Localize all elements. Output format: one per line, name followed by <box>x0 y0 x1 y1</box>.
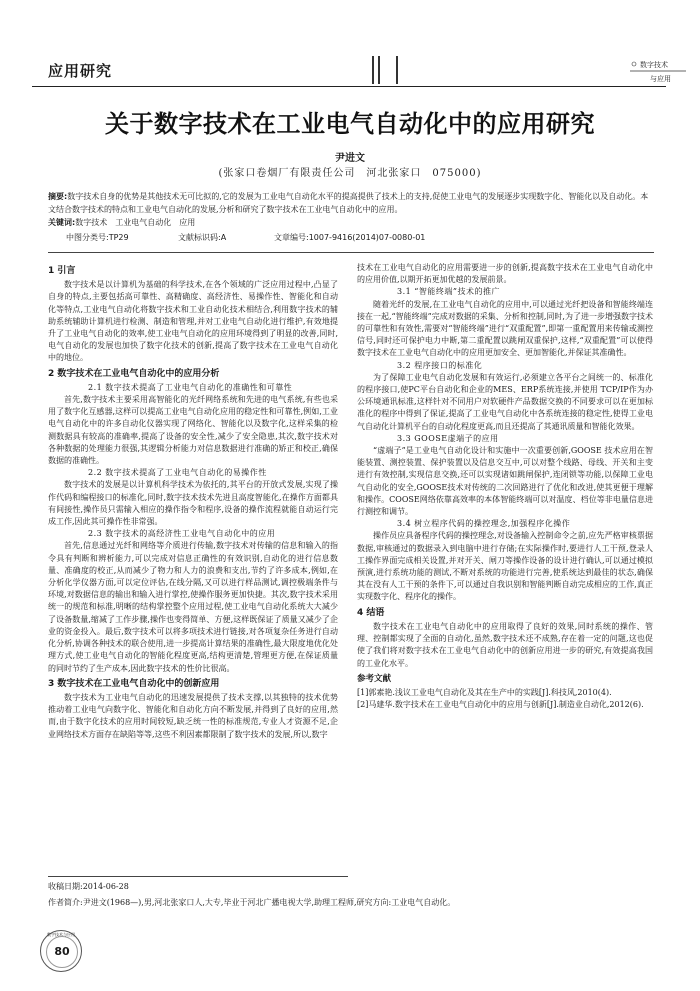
journal-logo <box>628 56 688 86</box>
left-column <box>48 262 338 741</box>
abstract-block <box>48 190 654 229</box>
author-affiliation: (张家口卷烟厂有限责任公司 河北张家口 075000) <box>218 168 482 179</box>
reference-2: [2]马建华.数字技术在工业电气自动化中的应用与创新[J].制造业自动化,2012(6). <box>357 700 644 710</box>
abstract-rule <box>48 252 654 253</box>
subsection-3-2-paragraph: 为了保障工业电气自动化发展和有效运行,必须建立各平台之间统一的、标准化的程序接口,使PC平台自动化和企业的MES、ERP系统连接,并使用 TCP/IP作为办公环境通讯标准,这样针对不同用户对软硬件产品数据交换的不同要求可以在更加标准化的程序中得到了保证,提高了工业电气自动化中各系统连接的稳定性,使得工业电气自动化计算机平台的自动化程度更高,而且还提高了其通讯质量和智能化效果。 <box>357 372 653 431</box>
keywords-text: 数字技术 工业电气自动化 应用 <box>75 218 196 227</box>
continued-paragraph: 技术在工业电气自动化的应用需要进一步的创新,提高数字技术在工业电气自动化中的应用价值,以期开拓更加优越的发展前景。 <box>357 263 653 285</box>
subsection-3-1-paragraph: 随着光纤的发展,在工业电气自动化的应用中,可以通过光纤把设备和智能终端连接在一起,“智能终端”完成对数据的采集、分析和控制,同时,为了进一步增强数字技术的可靠性和有效性,需要对“智能终端”进行“双重配置”,即第一重配置用来传输或测控信号,同时还可保护电力中断,第二重配置以跳闸双重保护,这样,“双重配置”可以使得数字技术在工业电气自动化中的应用更加安全、更加智能化,并保证其准确性。 <box>357 299 653 358</box>
subsection-3-4-paragraph: 操作员应具备程序代码的操控理念,对设备输入控制命令之前,应先严格审核票据数据,审核通过的数据录入到电脑中进行存储;在实际操作时,要进行人工干预,登录人工操作界面完成相关设置,并对开关、闸刀等操作设备的设计进行确认,可以通过模拟预演,进行系统功能的测试,不断对系统的功能进行完善,使系统达到最佳的状态,确保其在没有人工干预的条件下,可以通过自我识别和智能判断自动完成相应的工作,真正实现数字化、程序化的操作。 <box>357 531 653 602</box>
footnote-rule <box>48 876 348 877</box>
received-date: 收稿日期:2014-06-28 <box>48 882 129 891</box>
author-bio: 作者简介:尹进文(1968—),男,河北张家口人,大专,毕业于河北广播电视大学,助理工程师,研究方向:工业电气自动化。 <box>48 898 456 907</box>
logo-bottom-text: 与应用 <box>650 75 671 83</box>
section-1-heading: 1 引言 <box>48 266 76 276</box>
abstract-label: 摘要: <box>48 192 68 201</box>
header-rule <box>32 86 666 87</box>
page-number: 80 <box>46 936 78 968</box>
header-divider-bars <box>372 56 402 84</box>
logo-top-text: 数字技术 <box>640 61 668 69</box>
article-number: 文章编号:1007-9416(2014)07-0080-01 <box>274 233 426 242</box>
references-heading: 参考文献 <box>357 673 392 684</box>
subsection-3-3-heading: 3.3 GOOSE虚端子的应用 <box>397 433 499 443</box>
subsection-3-3-paragraph: “虚端子”是工业电气自动化设计和实施中一次重要创新,GOOSE 技术应用在智能装置、测控装置、保护装置以及信息交互中,可以对整个线路、母线、开关和主变进行有效控制,实现信息交换,还可以实现诸如跳闸保护,连闭锁等功能,以保障工业电气自动化的安全,GOOSE技术对传统的二次回路进行了优化和改进,使其更便于理解和操作。COOSE网络依靠高效率的本体智能终端可以对温度、档位等非电量信息进行测控和调节。 <box>357 446 653 517</box>
right-column <box>357 262 653 711</box>
section-4-paragraph: 数字技术在工业电气自动化中的应用取得了良好的效果,同时系统的操作、管理、控制都实现了全面的自动化,虽然,数字技术还不成熟,存在着一定的问题,这也促使了我们将对数字技术在工业电气自动化中的创新应用进一步的研究,有效提高我国的工业化水平。 <box>357 621 653 668</box>
page-header <box>32 52 671 88</box>
article-title: 关于数字技术在工业电气自动化中的应用研究 <box>105 110 595 138</box>
reference-1: [1]郭素艳.浅议工业电气自动化及其在生产中的实践[J].科技风,2010(4). <box>357 687 612 697</box>
section-1-paragraph: 数字技术是以计算机为基础的科学技术,在各个领域的广泛应用过程中,凸显了自身的特点,主要包括高可靠性、高精确度、高经济性、易操作性、智能化和自动化等特点,工业电气自动化将数字技术和工业自动化技术相结合,利用数字技术的辅助系统辅助计算机进行检测、制造和管理,并对工业电气自动化进行维护,有效地提升了工业电气自动化的效率,使工业电气自动化的应用环境得到了明显的改善,同时,电气自动化的发展也加快了数字化技术的创新,提高了数字技术在工业电气自动化中的地位。 <box>48 280 338 363</box>
section-4-heading: 4 结语 <box>357 607 385 618</box>
section-2-heading: 2 数字技术在工业电气自动化中的应用分析 <box>48 368 220 379</box>
subsection-2-2-heading: 2.2 数字技术提高了工业电气自动化的易操作性 <box>88 468 267 478</box>
subsection-2-3-paragraph: 首先,信息通过光纤和网络等介质进行传输,数字技术对传输的信息和输入的指令具有判断和辨析能力,可以完成对信息正确性的有效识别,自动化的进行信息数量、准确度的校正,从而减少了物力和人力的浪费和支出,节约了许多成本,例如,在分析化学仪器方面,可以定位评估,在线分隔,又可以进行样品测试,调控极端条件与环境,对数据信息的输出和输入进行掌控,使操作服务更加快捷。其次,数字技术采用统一的规范和标准,明晰的结构掌控整个应用过程,使工业电气自动化系统大大减少了设备数量,缩减了工作步骤,操作也变得简单、方便,这样既保证了质量又减少了企业的资金投入。最后,数字技术可以将多项技术进行链接,对各项复杂任务进行自动化分析,协调各种技术的联合使用,进一步提高计算结果的准确性,最大限度地优化处理方式,使工业电气自动化的智能化程度更高,结构更清楚,管理更方便,在保证质量的同时节约了生产成本,因此数字技术的性价比很高。 <box>48 541 338 673</box>
page-number-badge <box>40 930 82 972</box>
document-code: 文献标识码:A <box>178 233 227 242</box>
subsection-2-1-heading: 2.1 数字技术提高了工业电气自动化的准确性和可靠性 <box>88 382 293 392</box>
section-3-paragraph: 数字技术为工业电气自动化的迅速发展提供了技术支撑,以其独特的技术优势推动着工业电气向数字化、智能化和自动化方向不断发展,并得到了良好的应用,然而,由于数字化技术的应用时间较短,缺乏统一性的标准规范,专业人才资源不足,企业网络技术方面存在缺陷等等,这些不利因素都限制了数字技术的发展,所以,数字 <box>48 692 338 739</box>
clc-number: 中图分类号:TP29 <box>66 233 129 242</box>
subsection-2-2-paragraph: 数字技术的发展是以计算机科学技术为依托的,其平台的开放式发展,实现了操作代码和编程接口的标准化,同时,数字技术技术先进且高度智能化,在操作方面都具有间接性,操作员只需输入相应的操作指令和程序,设备的操作流程就能自动运行完成工作,因此其可操作性非常强。 <box>48 480 338 527</box>
article-author: 尹进文 <box>335 153 365 164</box>
section-3-heading: 3 数字技术在工业电气自动化中的创新应用 <box>48 678 220 689</box>
abstract-text: 数字技术自身的优势是其他技术无可比拟的,它的发展为工业电气自动化水平的提高提供了技术上的支持,促使工业电气的发展逐步实现数字化、智能化以及自动化。本文结合数字技术的特点和工业电气自动化的发展,分析和研究了数字技术在工业电气自动化中的应用。 <box>48 192 649 214</box>
section-label: 应用研究 <box>48 62 113 80</box>
subsection-2-3-heading: 2.3 数字技术的高经济性工业电气自动化中的应用 <box>88 529 276 539</box>
badge-journal-text: 数字技术与应用 <box>47 932 75 937</box>
subsection-3-1-heading: 3.1 “智能终端”技术的推广 <box>397 287 500 297</box>
subsection-3-2-heading: 3.2 程序接口的标准化 <box>397 360 483 370</box>
keywords-label: 关键词: <box>48 218 76 227</box>
subsection-3-4-heading: 3.4 树立程序代码的操控理念,加强程序化操作 <box>397 519 571 529</box>
subsection-2-1-paragraph: 首先,数字技术主要采用高智能化的光纤网络系统和先进的电气系统,有些也采用了数字化互感器,这样可以提高工业电气自动化应用的稳定性和可靠性,例如,工业电气自动化中的许多自动化仪器实现了网络化、智能化以及数字化,这样采集的检测数据具有较高的准确率,提高了设备的安全性,减少了安全隐患,其次,数字技术对各种数据的处理能力很强,其逻辑分析能力对信息数据进行准确的矫正和校正,确保数据的准确性。 <box>48 395 338 466</box>
